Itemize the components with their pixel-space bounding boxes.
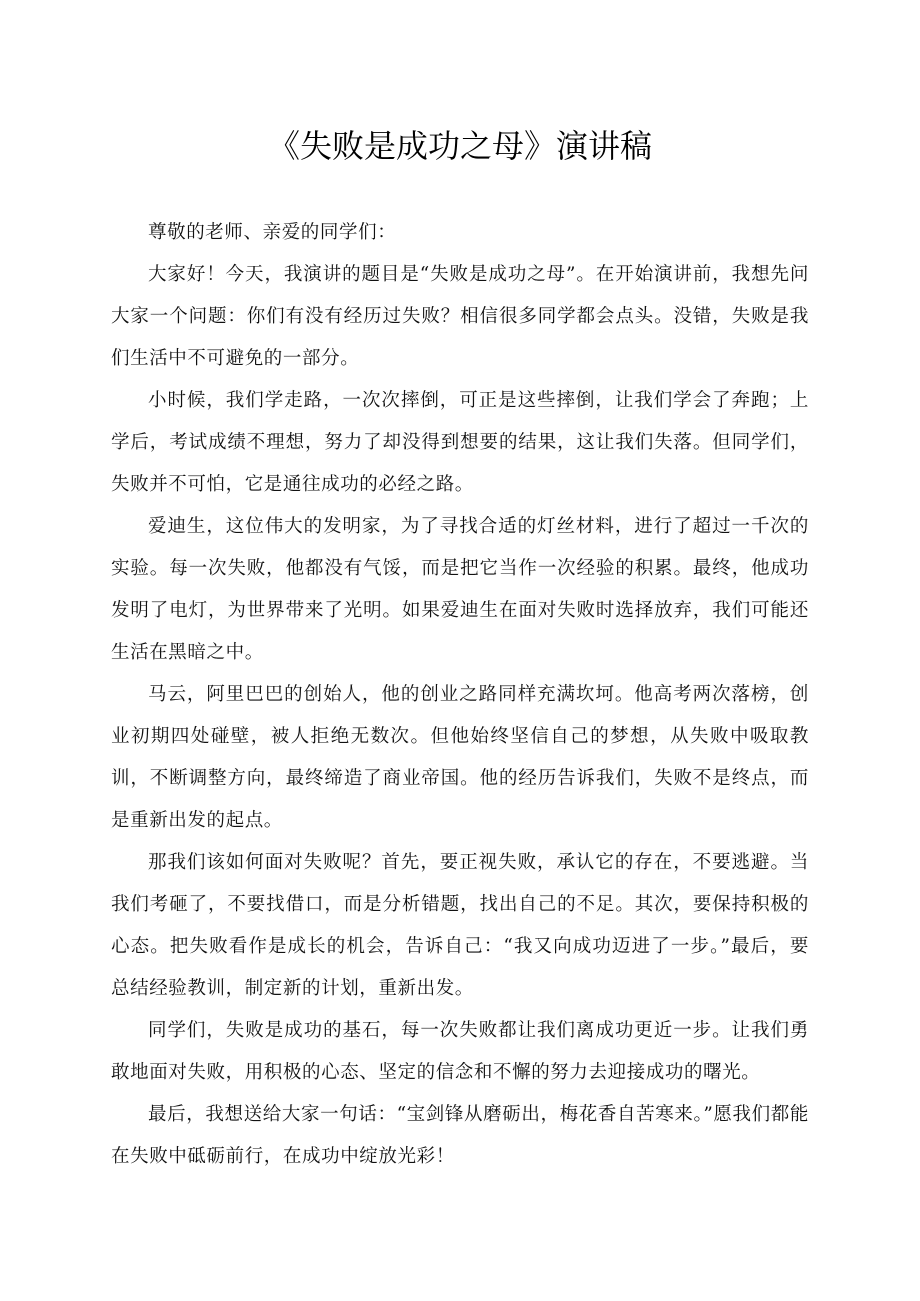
document-title: 《失败是成功之母》演讲稿: [267, 127, 652, 165]
paragraph-intro: 大家好！今天，我演讲的题目是“失败是成功之母”。在开始演讲前，我想先问大家一个问题：你们有没有经历过失败？相信很多同学都会点头。没错，失败是我们生活中不可避免的一部分。: [111, 264, 809, 369]
paragraph-childhood: 小时候，我们学走路，一次次摔倒，可正是这些摔倒，让我们学会了奔跑；上学后，考试成绩不理想，努力了却没得到想要的结果，这让我们失落。但同学们，失败并不可怕，它是通往成功的必经之路。: [111, 390, 809, 495]
paragraph-jack-ma: 马云，阿里巴巴的创始人，他的创业之路同样充满坎坷。他高考两次落榜，创业初期四处碰壁，被人拒绝无数次。但他始终坚信自己的梦想，从失败中吸取教训，不断调整方向，最终缔造了商业帝国。他的经历告诉我们，失败不是终点，而是重新出发的起点。: [111, 684, 809, 831]
paragraph-closing: 最后，我想送给大家一句话：“宝剑锋从磨砺出，梅花香自苦寒来。”愿我们都能在失败中砥砺前行，在成功中绽放光彩！: [111, 1104, 809, 1167]
paragraph-greeting: 尊敬的老师、亲爱的同学们：: [148, 222, 397, 243]
paragraph-how-to-face-failure: 那我们该如何面对失败呢？首先，要正视失败，承认它的存在，不要逃避。当我们考砸了，不要找借口，而是分析错题，找出自己的不足。其次，要保持积极的心态。把失败看作是成长的机会，告诉自己：“我又向成功迈进了一步。”最后，要总结经验教训，制定新的计划，重新出发。: [111, 852, 809, 999]
paragraph-cornerstone: 同学们，失败是成功的基石，每一次失败都让我们离成功更近一步。让我们勇敢地面对失败，用积极的心态、坚定的信念和不懈的努力去迎接成功的曙光。: [111, 1020, 809, 1083]
paragraph-edison: 爱迪生，这位伟大的发明家，为了寻找合适的灯丝材料，进行了超过一千次的实验。每一次失败，他都没有气馁，而是把它当作一次经验的积累。最终，他成功发明了电灯，为世界带来了光明。如果爱迪生在面对失败时选择放弃，我们可能还生活在黑暗之中。: [111, 516, 809, 663]
document-body: [111, 212, 809, 1178]
